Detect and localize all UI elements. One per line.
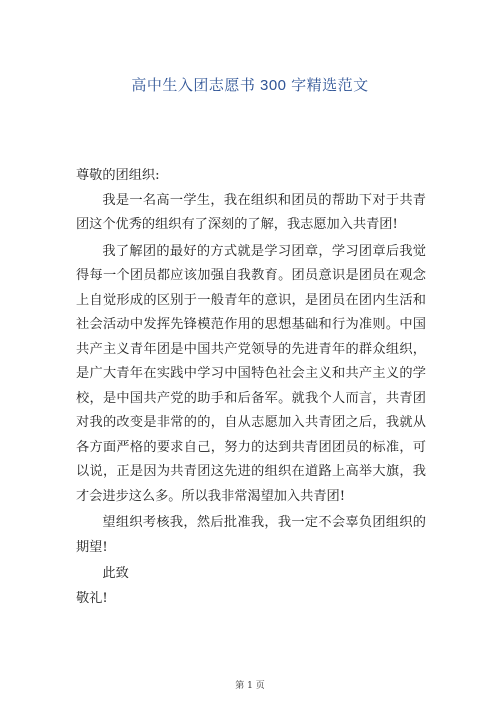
closing-line: 此致 xyxy=(102,566,129,581)
paragraph-1: 我是一名高一学生，我在组织和团员的帮助下对于共青团这个优秀的组织有了深刻的了解，我志愿加入共青团! xyxy=(76,192,426,232)
paragraph-2: 我了解团的最好的方式就是学习团章，学习团章后我觉得每一个团员都应该加强自我教育。团员意识是团员在观念上自觉形成的区别于一般青年的意识，是团员在团内生活和社会活动中发挥先锋模范作用的思想基础和行为准则。中国共产主义青年团是中国共产党领导的先进青年的群众组织，是广大青年在实践中学习中国特色社会主义和共产主义的学校，是中国共产党的助手和后备军。就我个人而言，共青团对我的改变是非常的的，自从志愿加入共青团之后，我就从各方面严格的要求自己，努力的达到共青团团员的标准，可以说，正是因为共青团这先进的组织在道路上高举大旗，我才会进步这么多。所以我非常渴望加入共青团! xyxy=(76,243,426,504)
document-title: 高中生入团志愿书 300 字精选范文 xyxy=(131,77,369,94)
salutation: 尊敬的团组织: xyxy=(76,168,160,183)
document-body xyxy=(76,164,426,611)
page-number: 第 1 页 xyxy=(235,681,265,691)
paragraph-3: 望组织考核我，然后批准我，我一定不会辜负团组织的期望! xyxy=(76,515,426,555)
regards-line: 敬礼! xyxy=(76,590,108,606)
